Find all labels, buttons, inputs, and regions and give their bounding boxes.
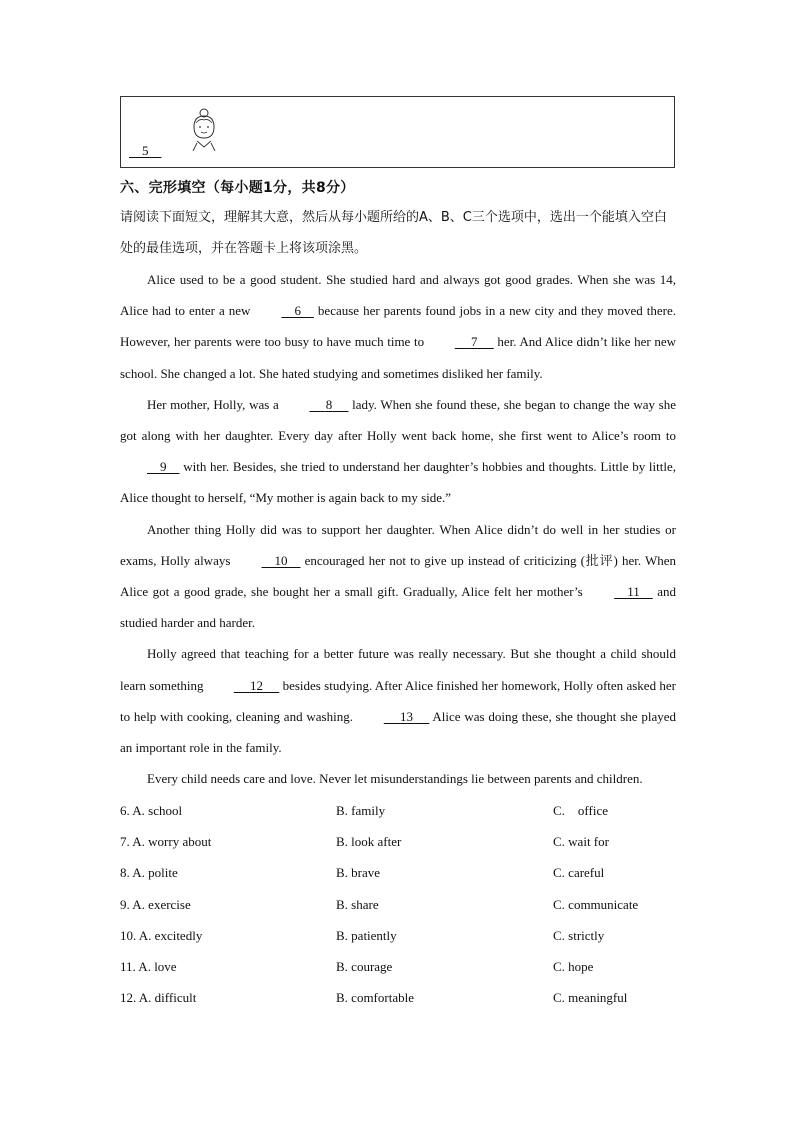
- blank-6: 6: [294, 303, 301, 319]
- blank-13: 13: [400, 708, 414, 724]
- blank-11: 11: [627, 584, 640, 600]
- option-a: 7. A. worry about: [120, 834, 212, 850]
- option-b: B. patiently: [336, 927, 397, 943]
- option-a: 8. A. polite: [120, 865, 178, 881]
- option-b: B. courage: [336, 958, 393, 974]
- question-8-options: [120, 857, 680, 888]
- option-b: B. look after: [336, 834, 402, 850]
- instruction-text: 请阅读下面短文，理解其大意，然后从每小题所给的A、B、C三个选项中，选出一个能填入空白处的最佳选项，并在答题卡上将该项涂黑。: [120, 210, 667, 256]
- answer-box: [120, 96, 675, 168]
- paragraph-2: Her mother, Holly, was a 8 lady. When she found these, she began to change the way she got along with her daughter. Every day after Holly went back home, she first went to Alice’s room to 9 with her. Besides, she tried to understand her daughter’s hobbies and thoughts. Little by little, Alice thought to herself, “My mother is again back to my side.”: [120, 389, 676, 514]
- option-a: 10. A. excitedly: [120, 927, 203, 943]
- option-c: C. office: [553, 803, 608, 818]
- blank-10: 10: [274, 552, 288, 568]
- option-a: 9. A. exercise: [120, 896, 191, 912]
- option-a: 12. A. difficult: [120, 990, 197, 1006]
- option-c: C. wait for: [553, 834, 609, 850]
- option-b: B. comfortable: [336, 990, 414, 1006]
- girl-illustration: [187, 107, 221, 153]
- paragraph-4: Holly agreed that teaching for a better future was really necessary. But she thought a child should learn something 12 besides studying. After Alice finished her homework, Holly often asked her to help with cooking, cleaning and washing. 13 Alice was doing these, she thought she played an important role in the family.: [120, 646, 676, 756]
- question-10-options: [120, 920, 680, 951]
- question-7-options: [120, 826, 680, 857]
- question-12-options: [120, 982, 680, 1013]
- option-a: 11. A. love: [120, 958, 177, 974]
- option-c: C. meaningful: [553, 990, 628, 1006]
- question-11-options: [120, 951, 680, 982]
- cloze-passage: [120, 264, 676, 794]
- option-c: C. communicate: [553, 896, 639, 912]
- blank-8: 8: [325, 396, 333, 412]
- option-c: C. strictly: [553, 927, 605, 943]
- blank-12: 12: [250, 677, 264, 693]
- option-b: B. share: [336, 896, 379, 912]
- question-9-options: [120, 889, 680, 920]
- section-heading: 六、完形填空（每小题1分，共8分）: [120, 180, 355, 196]
- blank-7: 7: [470, 334, 478, 350]
- option-b: B. family: [336, 803, 386, 818]
- paragraph-5: Every child needs care and love. Never let misunderstandings lie between parents and children.: [147, 771, 643, 787]
- option-b: B. brave: [336, 865, 381, 881]
- option-c: C. careful: [553, 865, 605, 881]
- option-c: C. hope: [553, 958, 594, 974]
- options-list: [120, 795, 680, 1013]
- blank-5: 5: [142, 143, 149, 158]
- blank-9: 9: [160, 459, 167, 475]
- paragraph-3: Another thing Holly did was to support her daughter. When Alice didn’t do well in her studies or exams, Holly always 10 encouraged her not to give up instead of criticizing (批评) her. When Alice got a good grade, she bought her a small gift. Gradually, Alice felt her mother’s 11 and studied harder and harder.: [120, 521, 677, 631]
- question-6-options: [120, 795, 680, 826]
- option-a: 6. A. school: [120, 803, 183, 818]
- paragraph-1: Alice used to be a good student. She studied hard and always got good grades. When she was 14, Alice had to enter a new 6 because her parents found jobs in a new city and they moved there. However, her parents were too busy to have much time to 7 her. And Alice didn’t like her new school. She changed a lot. She hated studying and sometimes disliked her family.: [120, 272, 676, 381]
